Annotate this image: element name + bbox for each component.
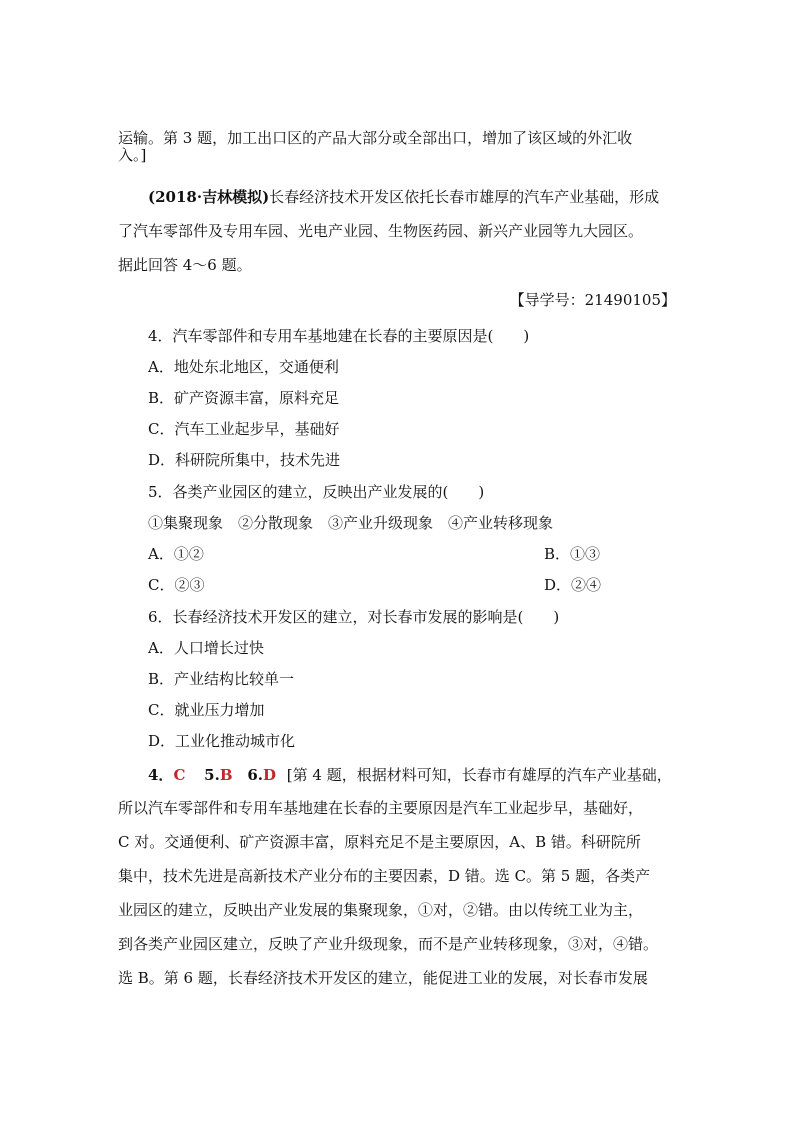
question-4-option-c: C．汽车工业起步早，基础好 xyxy=(148,420,340,438)
question-5-option-a: A．①② xyxy=(148,545,204,563)
passage-line-1 xyxy=(148,187,708,207)
prev-answer-line-1: 运输。第 3 题，加工出口区的产品大部分或全部出口，增加了该区域的外汇收 xyxy=(118,129,633,147)
question-6-stem: 6．长春经济技术开发区的建立，对长春市发展的影响是( ) xyxy=(148,608,560,626)
answer-line-1 xyxy=(148,765,708,785)
question-6-option-c: C．就业压力增加 xyxy=(148,701,265,719)
question-5-option-b: B．①③ xyxy=(544,545,601,563)
question-5-option-c: C．②③ xyxy=(148,576,205,594)
passage-line-2: 了汽车零部件及专用车园、光电产业园、生物医药园、新兴产业园等九大园区。 xyxy=(118,222,644,240)
guide-code: 【导学号：21490105】 xyxy=(509,291,676,309)
passage-source: (2018·吉林模拟) xyxy=(148,188,270,206)
question-5-statements: ①集聚现象 ②分散现象 ③产业升级现象 ④产业转移现象 xyxy=(148,514,554,532)
question-4-option-b: B．矿产资源丰富，原料充足 xyxy=(148,389,340,407)
answer-line-7: 选 B。第 6 题，长春经济技术开发区的建立，能促进工业的发展，对长春市发展 xyxy=(118,969,648,987)
answer-q4: C xyxy=(173,766,186,784)
question-6-option-d: D．工业化推动城市化 xyxy=(148,732,296,750)
answer-q6: D xyxy=(262,766,276,784)
answer-q6-num: 6. xyxy=(247,766,263,784)
answer-line-3: C 对。交通便利、矿产资源丰富，原料充足不是主要原因，A、B 错。科研院所 xyxy=(118,833,641,851)
question-4-option-d: D．科研院所集中，技术先进 xyxy=(148,451,341,469)
answer-q5-num: 5. xyxy=(204,766,220,784)
answer-line-2: 所以汽车零部件和专用车基地建在长春的主要原因是汽车工业起步早，基础好， xyxy=(118,799,644,817)
question-5-row-2 xyxy=(148,575,708,595)
answer-q5: B xyxy=(219,766,233,784)
passage-line-1-text: 长春经济技术开发区依托长春市雄厚的汽车产业基础，形成 xyxy=(269,188,660,206)
answer-line-5: 业园区的建立，反映出产业发展的集聚现象，①对，②错。由以传统工业为主， xyxy=(118,901,644,919)
passage-line-3: 据此回答 4～6 题。 xyxy=(118,256,252,274)
prev-answer-line-2 xyxy=(118,145,678,165)
question-6-option-a: A．人口增长过快 xyxy=(148,639,264,657)
answer-explanation-start: [第 4 题，根据材料可知，长春市有雄厚的汽车产业基础， xyxy=(286,766,672,784)
question-5-option-d: D．②④ xyxy=(544,576,602,594)
prev-answer-line-2-text: 入。] xyxy=(118,146,147,164)
answer-q4-num: 4． xyxy=(148,766,174,784)
question-5-stem: 5．各类产业园区的建立，反映出产业发展的( ) xyxy=(148,483,485,501)
answer-line-4: 集中，技术先进是高新技术产业分布的主要因素，D 错。选 C。第 5 题，各类产 xyxy=(118,867,651,885)
question-5-row-1 xyxy=(148,544,708,564)
question-4-option-a: A．地处东北地区，交通便利 xyxy=(148,358,339,376)
question-6-option-b: B．产业结构比较单一 xyxy=(148,670,295,688)
question-4-stem: 4．汽车零部件和专用车基地建在长春的主要原因是( ) xyxy=(148,327,530,345)
answer-line-6: 到各类产业园区建立，反映了产业升级现象，而不是产业转移现象，③对，④错。 xyxy=(118,935,659,953)
